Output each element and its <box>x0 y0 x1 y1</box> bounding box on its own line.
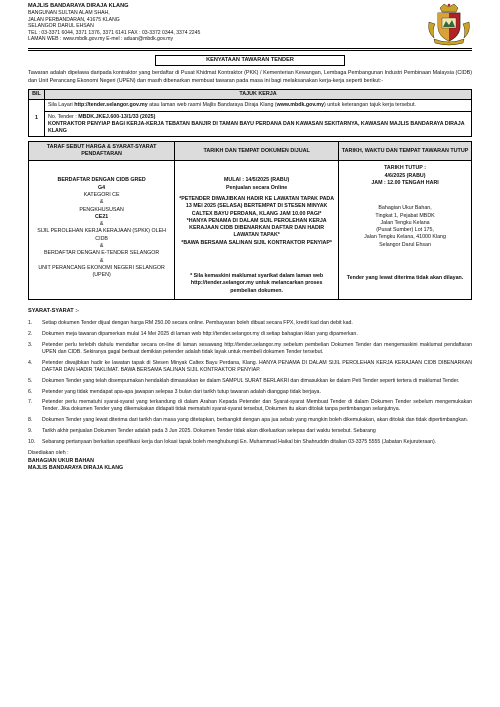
closing-place: Bahagian Ukur Bahan, <box>378 205 432 212</box>
closing-header: TARIKH, WAKTU DAN TEMPAT TAWARAN TUTUP <box>339 142 472 161</box>
list-item: 8. Dokumen Tender yang lewat diterima dari tarikh dan masa yang ditetapkan, berbangkit dengan apa jua sebab yang mungkin boleh dikemukakan, akan ditolak dan tidak dipertimbangkan. <box>28 417 469 424</box>
visit-website-note: Sila Layari http://tender.selangor.gov.my atau laman web rasmi Majlis Bandaraya Diraja Klang (www.mbdk.gov.my) untuk keterangan tajuk kerja tersebut. <box>45 99 472 111</box>
list-item: 1. Setiap dokumen Tender dijual dengan harga RM 250.00 secara online. Pembayaran boleh dibuat secara FPX, kredit kad dan debit kad. <box>28 320 353 327</box>
sale-date: MULAI : 14/5/2025 (RABU) <box>223 177 290 184</box>
specialization-code: CE21 <box>94 213 109 220</box>
late-tender-note: Tender yang lewat diterima tidak akan dilayan. <box>346 275 464 282</box>
sale-cell <box>175 161 339 300</box>
web-line: LAMAN WEB : www.mbdk.gov.my E-mel : aduan@mbdk.gov.my <box>28 36 174 43</box>
letterhead <box>28 0 472 48</box>
registration-header: TARAF SEBUT HARGA & SYARAT-SYARAT PENDAFTARAN <box>29 142 175 161</box>
closing-place: Jalan Tengku Kelana <box>380 219 430 226</box>
close-date-label: TARIKH TUTUP : <box>384 165 426 172</box>
contact-line: TEL : 03-3371 6044, 3371 1376, 3371 6141 FAX : 03-3372 0344, 3374 2245 <box>28 29 201 36</box>
sale-header: TARIKH DAN TEMPAT DOKUMEN DIJUAL <box>175 142 339 161</box>
prepared-by-block <box>28 450 472 473</box>
close-date: 4/6/2025 (RABU) <box>384 172 426 179</box>
tender-number: MBDK.JKEJ.600-13/1/33 (2025) <box>78 113 156 120</box>
work-title: KONTRAKTOR PENYIAP BAGI KERJA-KERJA TEBATAN BANJIR DI TAMAN BAYU PERDANA DAN KAWASAN SEKITARNYA, KAWASAN MAJLIS BANDARAYA DIRAJA KLANG <box>48 120 465 134</box>
list-item: 9. Tarikh akhir penjualan Dokumen Tender adalah pada 3 Jun 2025. Dokumen Tender tidak akan dikeluarkan selepas dari waktu tersebut. Sebarang <box>28 428 376 435</box>
work-title-header: TAJUK KERJA <box>45 89 472 99</box>
update-link[interactable]: http://tender.selangor.my <box>190 280 254 287</box>
list-item: 4. Petender diwajibkan hadir ke lawatan tapak di Stesen Minyak Caltex Bayu Perdana, Klang. HANYA PENAMA DI DALAM SIJIL PEROLEHAN KERJA KERAJAAN CIDB DIBENARKAN DAFTAR DAN HADIR TAKLIMAT. BAWA BERSAMA SALINAN SIJIL KONTRAKTOR PENYIAP. <box>28 359 472 373</box>
list-item: 3. Petender perlu terlebih dahulu mendaftar secara on-line di laman sesawang http://tender.selangor.my sebelum pembelian Dokumen Tender dan mengemaskini maklumat pendaftaran UPEN dan CIDB. Sekiranya gagal berbuat demikian petender adalah tidak layak untuk membeli dokumen Tender tersebut. <box>28 342 472 355</box>
closing-place: Jalan Tengku Kelana, 41000 Klang <box>364 234 446 241</box>
detail-table <box>28 141 472 300</box>
bring-certificate-note: *BAWA BERSAMA SALINAN SIJIL KONTRAKTOR PENYIAP* <box>181 239 332 246</box>
row-number: 1 <box>29 99 45 137</box>
mbdk-crest-icon <box>426 2 472 46</box>
update-info-note: * Sila kemaskini maklumat syarikat dalam laman web http://tender.selangor.my untuk melancarkan proses pembelian dokumen. <box>190 273 324 294</box>
mbdk-site-link[interactable]: www.mbdk.gov.my <box>276 101 325 108</box>
header-rule <box>28 48 472 49</box>
cidb-grade: G4 <box>98 184 106 191</box>
tender-site-link[interactable]: http://tender.selangor.gov.my <box>74 101 148 108</box>
prepared-by-label: Disediakan oleh : <box>28 450 69 457</box>
representative-note: *HANYA PENAMA DI DALAM SIJIL PEROLEHAN KERJA KERAJAAN CIDB DIBENARKAN DAFTAR DAN HADIR LAWATAN TAPAK* <box>186 217 327 239</box>
address-line: BANGUNAN SULTAN ALAM SHAH, <box>28 10 110 17</box>
address-line: JALAN PERBANDARAN, 41675 KLANG <box>28 16 120 23</box>
closing-place: Selangor Darul Ehsan <box>379 241 431 248</box>
sale-mode: Penjualan secara Online <box>226 184 288 191</box>
header-rule-thin <box>28 50 472 51</box>
list-item: 6. Petender yang tidak mendapat apa-apa jawapan selepas 3 bulan dari tarikh tutup tawaran adalah dianggap tidak berjaya. <box>28 388 321 395</box>
list-item: 2. Dokumen meja tawaran dipamerkan mulai 14 Mei 2025 di laman web http://tender.selangor.my di setiap bahagian iklan yang dipamerkan. <box>28 331 358 338</box>
intro-paragraph: Tawaran adalah dipelawa daripada kontraktor yang berdaftar di Pusat Khidmat Kontraktor (PKK) / Kementerian Kewangan, Lembaga Pembangunan Industri Pembinaan Malaysia (CIDB) dan Unit Perancang Ekonomi Negeri (UPEN) dan masih dibenarkan membuat tawaran pada masa ini bagi melaksanakan kerja-kerja seperti berikut:- <box>28 70 472 84</box>
notice-title: KENYATAAN TAWARAN TENDER <box>28 55 472 66</box>
registration-cell: BERDAFTAR DENGAN CIDB GRED G4 KATEGORI CE & PENGKHUSUSAN CE21 & SIJIL PEROLEHAN KERJA KERAJAAN (SPKK) OLEH CIDB & BERDAFTAR DENGAN E-TENDER SELANGOR & UNIT PERANCANG EKONOMI NEGERI SELANGOR (UPEN) <box>29 161 175 300</box>
bil-header: BIL <box>29 89 45 99</box>
list-item: 5. Dokumen Tender yang telah disempurnakan hendaklah dimasukkan ke dalam SAMPUL SURAT BERLAKRI dan dimasukkan ke dalam Peti Tender seperti tertera di maklumat Tender. <box>28 377 460 384</box>
list-item: 10. Sebarang pertanyaan berkaitan spesifikasi kerja dan lokasi tapak boleh menghubungi En. Muhammad Haikal bin Shahruddin ditalian 03-3375 5555 (Jabatan Kejuruteraan). <box>28 439 437 446</box>
closing-place: (Pusat Sumber) Lot 175, <box>376 227 434 234</box>
list-item: 7. Petender perlu mematuhi syarat-syarat yang terkandung di dalam Arahan Kepada Petender dan Syarat-syarat Membuat Tender di dalam Dokumen Tender sebelum mengemukakan Tender. Jika dokumen Tender yang dikemukakan didapati tidak mematuhi syarat-syarat tersebut, Dokumen itu akan ditolak tanpa pertimbangan selanjutnya. <box>28 399 472 413</box>
closing-place: Tingkat 1, Pejabat MBDK <box>375 212 435 219</box>
org-name: MAJLIS BANDARAYA DIRAJA KLANG <box>28 3 129 9</box>
tender-details: No. Tender : MBDK.JKEJ.600-13/1/33 (2025) KONTRAKTOR PENYIAP BAGI KERJA-KERJA TEBATAN BANJIR DI TAMAN BAYU PERDANA DAN KAWASAN SEKITARNYA, KAWASAN MAJLIS BANDARAYA DIRAJA KLANG <box>45 111 472 137</box>
prepared-by-dept: BAHAGIAN UKUR BAHAN <box>28 457 94 464</box>
work-table <box>28 89 472 138</box>
terms-title: SYARAT-SYARAT :- <box>28 307 79 314</box>
site-visit-note: *PETENDER DIWAJIBKAN HADIR KE LAWATAN TAPAK PADA 13 MEI 2025 (SELASA) BERTEMPAT DI STESEN MINYAK CALTEX BAYU PERDANA, KLANG JAM 10.00 PAGI* <box>179 196 335 217</box>
address-line: SELANGOR DARUL EHSAN <box>28 23 94 30</box>
prepared-by-org: MAJLIS BANDARAYA DIRAJA KLANG <box>28 465 124 472</box>
terms-list <box>28 320 472 446</box>
close-time: JAM : 12.00 TENGAH HARI <box>371 180 439 186</box>
letterhead-text <box>28 2 420 43</box>
closing-cell <box>339 161 472 300</box>
